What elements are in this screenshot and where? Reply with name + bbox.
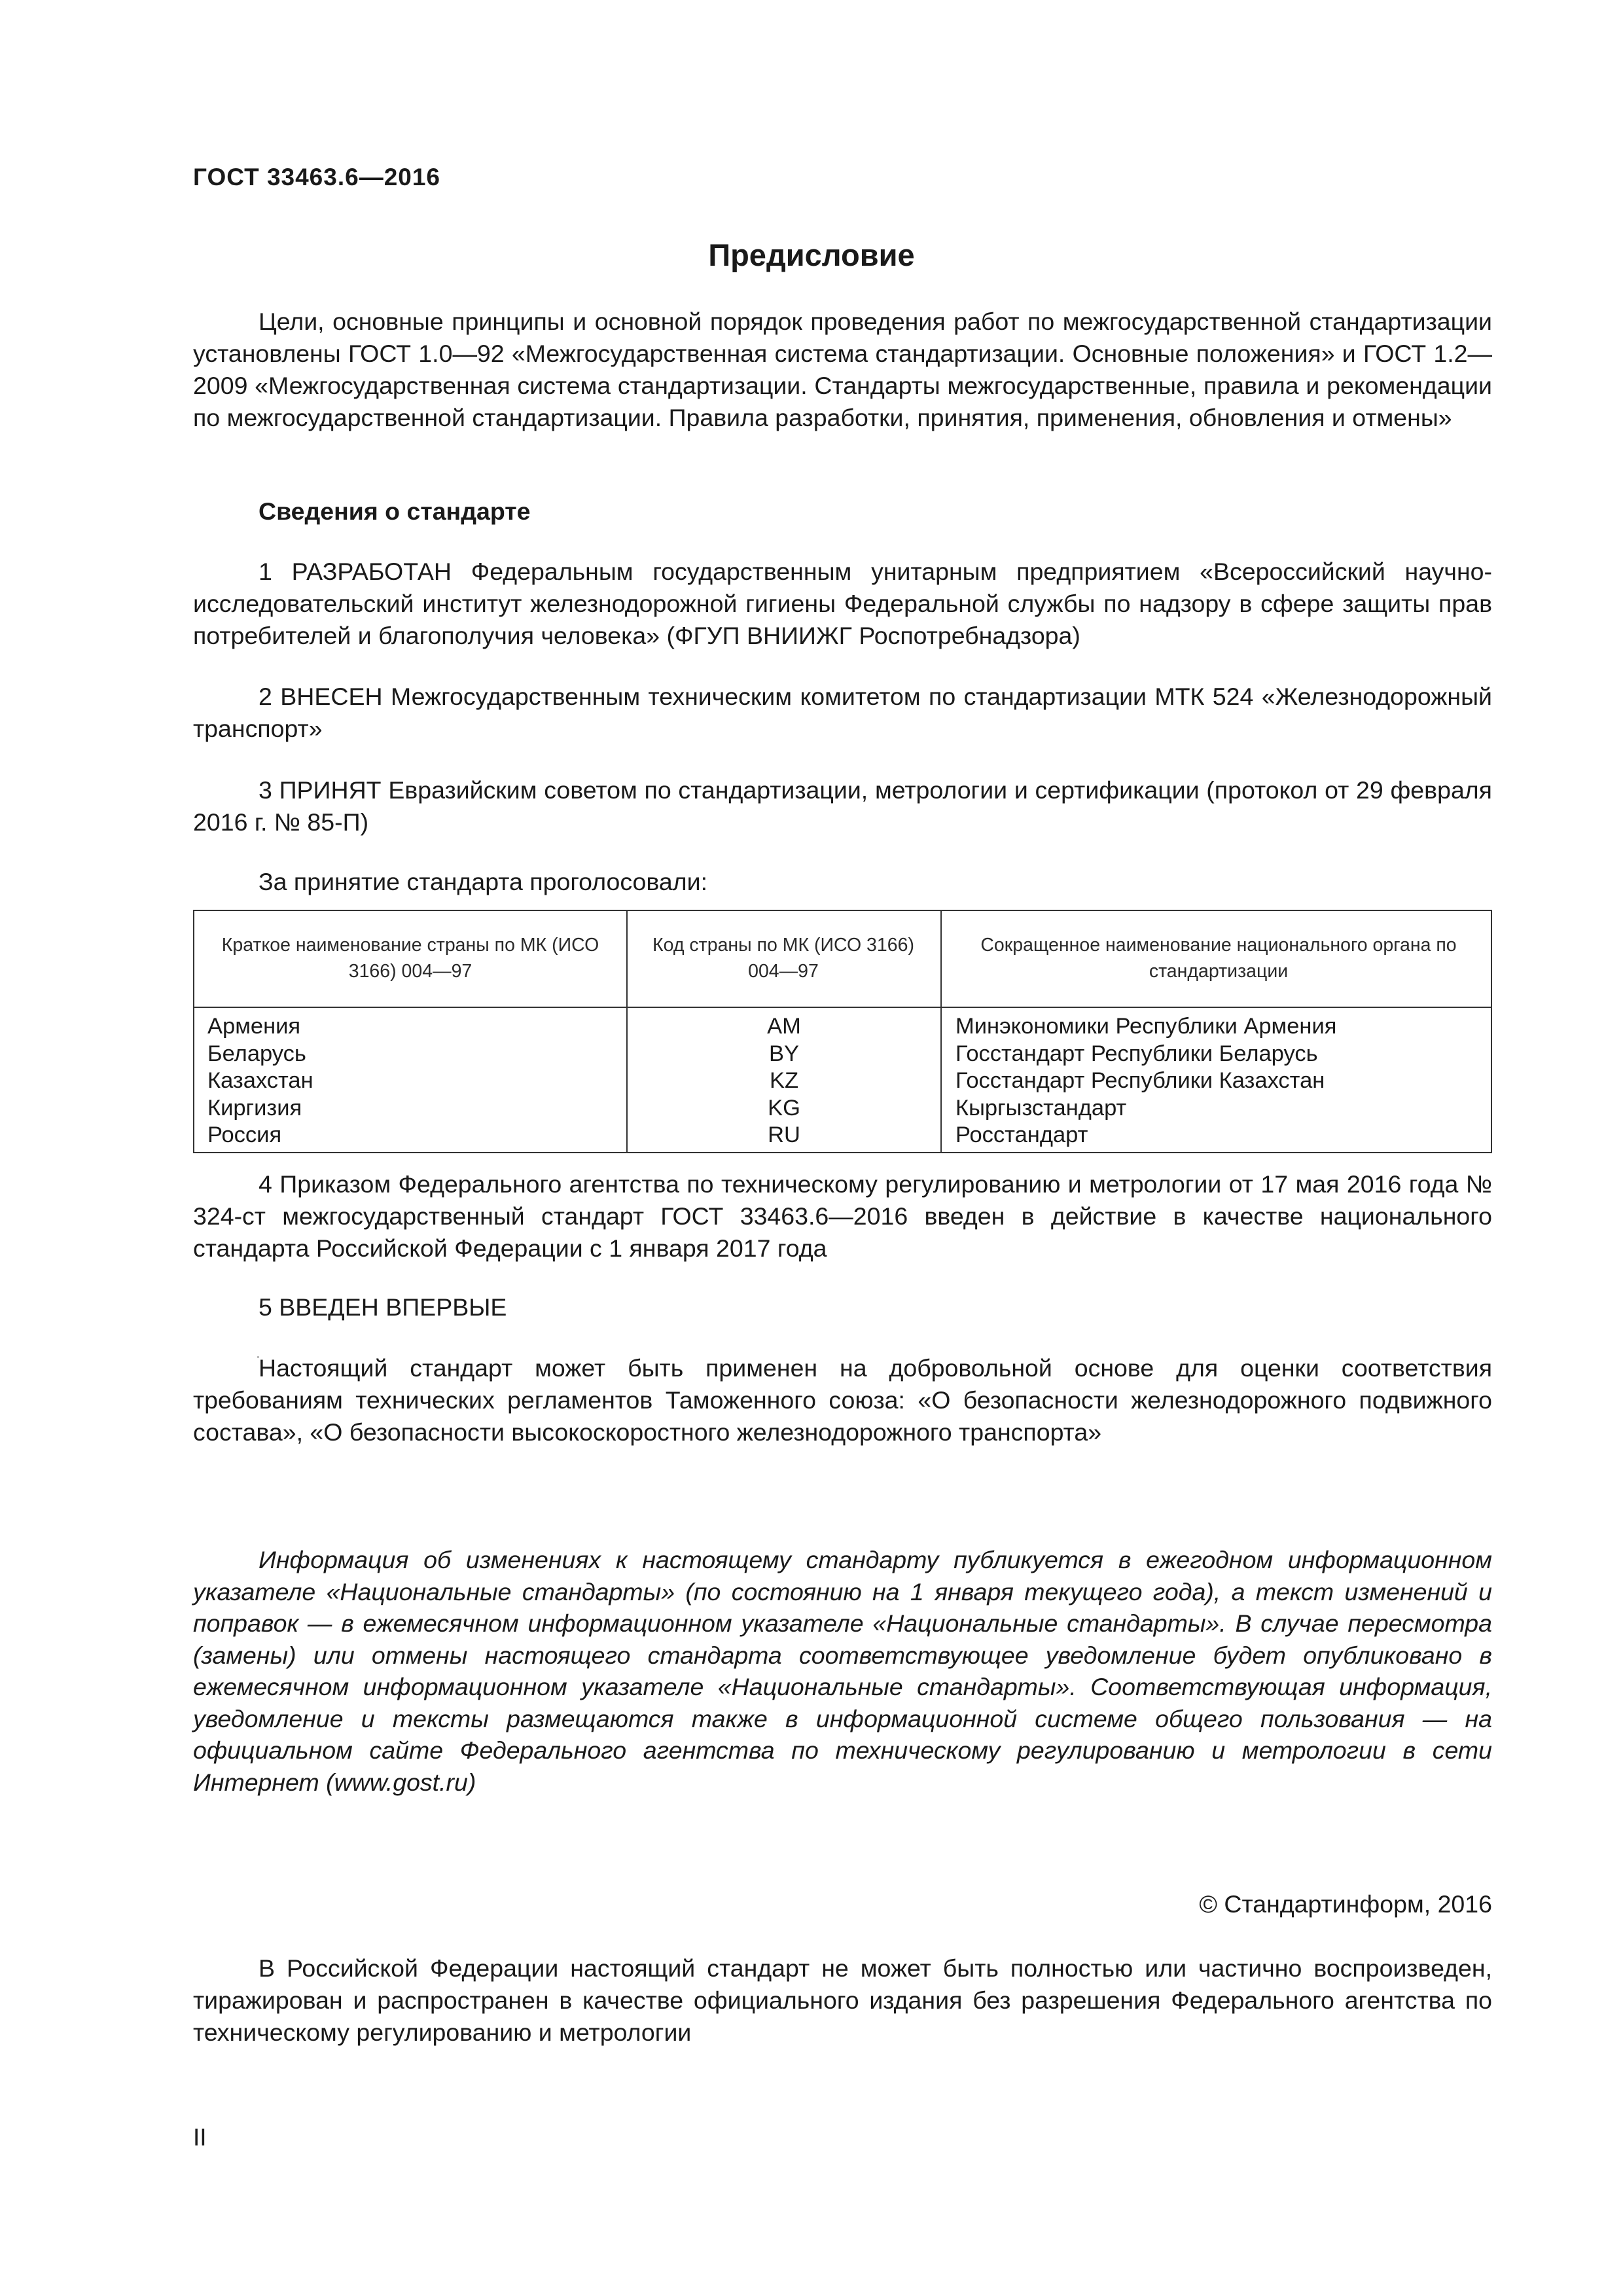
item-2-introduced: 2 ВНЕСЕН Межгосударственным техническим комитетом по стандартизации МТК 524 «Железнодорожный транспорт» bbox=[193, 683, 1492, 742]
document-id: ГОСТ 33463.6—2016 bbox=[193, 164, 441, 190]
table-cell-country: Беларусь bbox=[207, 1041, 306, 1066]
table-cell-code: RU bbox=[768, 1122, 800, 1147]
table-cell-country: Киргизия bbox=[207, 1095, 302, 1121]
voted-label: За принятие стандарта проголосовали: bbox=[259, 868, 708, 895]
table-cell-body: Госстандарт Республики Беларусь bbox=[955, 1041, 1318, 1066]
table-header-code: Код страны по МК (ИСО 3166) 004—97 bbox=[652, 935, 914, 982]
table-cell-body: Росстандарт bbox=[955, 1122, 1088, 1147]
code-column bbox=[628, 1013, 940, 1149]
table-cell-code: BY bbox=[768, 1041, 800, 1066]
applicability-paragraph: Настоящий стандарт может быть применен на добровольной основе для оценки соответствия требованиям технических регламентов Таможенного союза: «О безопасности железнодорожного подвижного состава», «О безопасности высокоскоростного железнодорожного транспорта» bbox=[193, 1354, 1492, 1446]
item-1-developed: 1 РАЗРАБОТАН Федеральным государственным унитарным предприятием «Всероссийский научно-исследовательский институт железнодорожной гигиены Федеральной службы по надзору в сфере защиты прав потребителей и благополучия человека» (ФГУП ВНИИЖГ Роспотребнадзора) bbox=[193, 558, 1492, 649]
table-cell-country: Казахстан bbox=[207, 1068, 313, 1093]
item-5-first-introduced: 5 ВВЕДЕН ВПЕРВЫЕ bbox=[259, 1293, 507, 1321]
table-cell-country: Россия bbox=[207, 1122, 282, 1147]
country-column bbox=[207, 1013, 313, 1149]
item-4-order: 4 Приказом Федерального агентства по техническому регулированию и метрологии от 17 мая 2016 года № 324-ст межгосударственный стандарт ГОСТ 33463.6—2016 введен в действие в качестве национального стандарта Российской Федерации с 1 января 2017 года bbox=[193, 1170, 1492, 1262]
table-header-body: Сокращенное наименование национального органа по стандартизации bbox=[980, 935, 1457, 982]
table-cell-body: Минэкономики Республики Армения bbox=[955, 1014, 1337, 1039]
table-cell-body: Госстандарт Республики Казахстан bbox=[955, 1068, 1325, 1093]
page-title: Предисловие bbox=[708, 238, 915, 272]
table-header-divider bbox=[194, 1007, 1491, 1008]
table-cell-code: KZ bbox=[769, 1068, 799, 1093]
table-cell-body: Кыргызстандарт bbox=[955, 1095, 1127, 1121]
body-column bbox=[955, 1013, 1336, 1149]
table-cell-code: KG bbox=[768, 1095, 800, 1121]
copyright-notice: © Стандартинформ, 2016 bbox=[1199, 1890, 1492, 1918]
info-heading: Сведения о стандарте bbox=[259, 497, 531, 525]
page-number: II bbox=[193, 2124, 207, 2151]
intro-paragraph: Цели, основные принципы и основной порядок проведения работ по межгосударственной стандартизации установлены ГОСТ 1.0—92 «Межгосударственная система стандартизации. Основные положения» и ГОСТ 1.2—2009 «Межгосударственная система стандартизации. Стандарты межгосударственные, правила и рекомендации по межгосударственной стандартизации. Правила разработки, принятия, применения, обновления и отмены» bbox=[193, 308, 1492, 431]
table-divider bbox=[940, 911, 942, 1152]
table-cell-country: Армения bbox=[207, 1014, 301, 1039]
table-header-country: Краткое наименование страны по МК (ИСО 3166) 004—97 bbox=[221, 935, 599, 982]
changes-info-paragraph: Информация об изменениях к настоящему стандарту публикуется в ежегодном информационном указателе «Национальные стандарты» (по состоянию на 1 января текущего года), а текст изменений и поправок — в ежемесячном информационном указателе «Национальные стандарты». В случае пересмотра (замены) или отмены настоящего стандарта соответствующее уведомление будет опубликовано в ежемесячном информационном указателе «Национальные стандарты». Соответствующая информация, уведомление и тексты размещаются также в информационной системе общего пользования — на официальном сайте Федерального агентства по техническому регулированию и метрологии в сети Интернет (www.gost.ru) bbox=[193, 1546, 1492, 1796]
voting-table bbox=[193, 910, 1492, 1153]
reproduction-notice: В Российской Федерации настоящий стандарт не может быть полностью или частично воспроизведен, тиражирован и распространен в качестве официального издания без разрешения Федерального агентства по техническому регулированию и метрологии bbox=[193, 1954, 1492, 2046]
table-cell-code: AM bbox=[767, 1014, 801, 1039]
item-3-adopted: 3 ПРИНЯТ Евразийским советом по стандартизации, метрологии и сертификации (протокол от 29 февраля 2016 г. № 85-П) bbox=[193, 776, 1492, 836]
